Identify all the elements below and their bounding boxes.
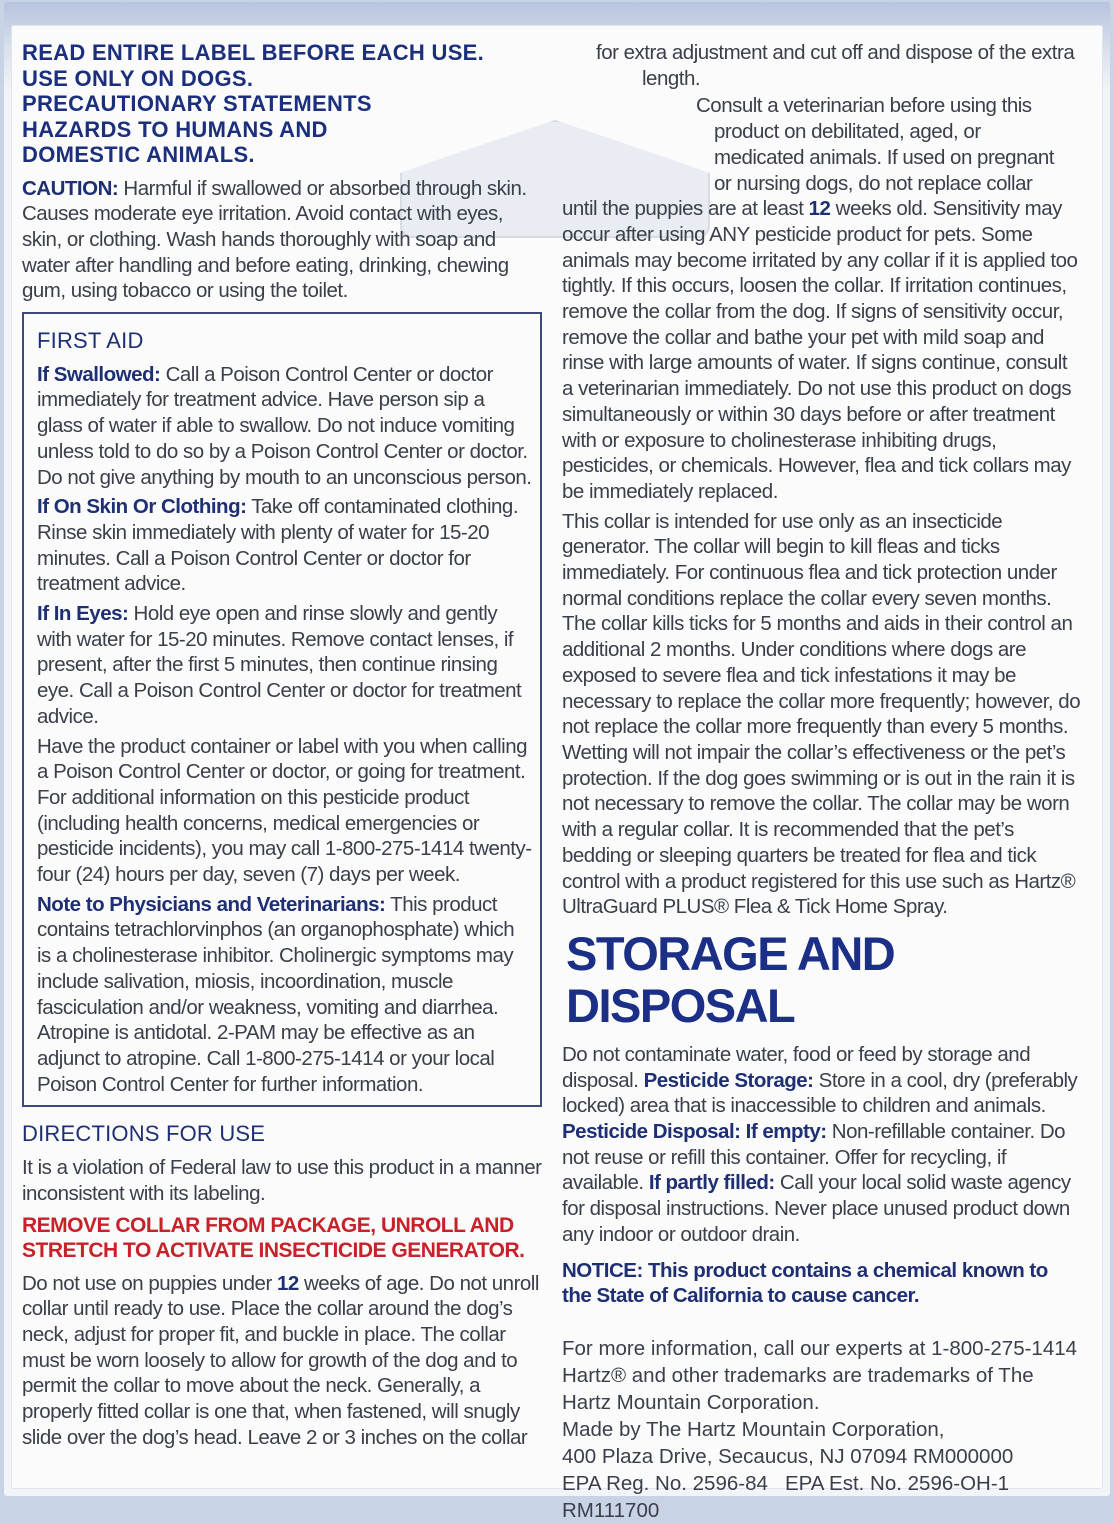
puppies-instructions — [22, 1271, 542, 1451]
if-on-skin-label: If On Skin Or Clothing: — [37, 495, 247, 519]
puppies-text-pre: Do not use on puppies under — [22, 1271, 277, 1295]
continued-line: length. — [642, 66, 701, 90]
first-aid-box — [22, 312, 542, 1107]
vet-line: or nursing dogs, do not replace collar — [714, 171, 1033, 195]
if-in-eyes-text: Hold eye open and rinse slowly and gently with water for 15-20 minutes. Remove contact lenses, if present, after the first 5 minutes, then continue rinsing eye. Call a Poison Control Center or doctor for treatment advice. — [37, 602, 522, 728]
activate-instruction: REMOVE COLLAR FROM PACKAGE, UNROLL AND STRETCH TO ACTIVATE INSECTICIDE GENERATOR. — [22, 1213, 525, 1262]
sensitivity-text-post: weeks old. Sensitivity may occur after using ANY pesticide product for pets. Some animals may become irritated by any collar if it is applied too tightly. If this occurs, loosen the collar. If irritation continues, remove the collar from the dog. If signs of sensitivity occur, remove the collar and bathe your pet with mild soap and rinse with large amounts of water. If signs continue, consult a veterinarian immediately. Do not use this product on dogs simultaneously or within 30 days before or after treatment with or exposure to cholinesterase inhibiting drugs, pesticides, or chemicals. However, flea and tick collars may be immediately replaced. — [562, 197, 1078, 503]
california-notice: NOTICE: This product contains a chemical known to the State of California to cause cancer. — [562, 1258, 1048, 1308]
warning-line: READ ENTIRE LABEL BEFORE EACH USE. — [22, 40, 485, 65]
warning-line: HAZARDS TO HUMANS AND — [22, 116, 328, 142]
puppies-text-post: weeks of age. Do not unroll collar until ready to use. Place the collar around the dog’s neck, adjust for proper fit, and buckle in place. The collar must be worn loosely to allow for growth of the dog and to permit the collar to move about the neck. Generally, a properly fitted collar is one that, when fastened, will snugly slide over the dog’s head. Leave 2 or 3 inches on the collar — [22, 1271, 539, 1449]
sensitivity-text — [562, 196, 1082, 504]
warning-line: DOMESTIC ANIMALS. — [22, 142, 255, 167]
vet-line: product on debilitated, aged, or — [714, 120, 981, 144]
caution-text: Harmful if swallowed or absorbed through skin. Causes moderate eye irritation. Avoid contact with eyes, skin, or clothing. Wash hands thoroughly with soap and water after handling and before eating, drinking, chewing gum, using tobacco or using the toilet. — [22, 176, 527, 303]
footer-code: RM111700 — [562, 1498, 660, 1522]
disposal-text: Non-refillable container. Do not reuse or refill this container. Offer for recycling, if available. — [562, 1120, 1066, 1195]
disposal-label: Pesticide Disposal: If empty: — [562, 1120, 827, 1144]
footer-trademark: Hartz® and other trademarks are trademarks of The Hartz Mountain Corporation. — [562, 1363, 1034, 1414]
warning-line: PRECAUTIONARY STATEMENTS — [22, 91, 372, 116]
continued-line: for extra adjustment and cut off and dispose of the extra — [596, 41, 1075, 64]
footer-address: 400 Plaza Drive, Secaucus, NJ 07094 RM000000 — [562, 1444, 1014, 1468]
footer — [562, 1335, 1082, 1524]
right-column — [562, 40, 1082, 1524]
footer-made-by: Made by The Hartz Mountain Corporation, — [562, 1417, 945, 1441]
vet-line: Consult a veterinarian before using this — [696, 94, 1032, 118]
first-aid-title: FIRST AID — [37, 328, 144, 354]
caution-label: CAUTION: — [22, 176, 119, 200]
if-on-skin — [37, 494, 532, 597]
footer-epa: EPA Reg. No. 2596-84 EPA Est. No. 2596-OH-1 — [562, 1471, 1010, 1495]
storage-disposal-text — [562, 1042, 1082, 1248]
warning-line: USE ONLY ON DOGS. — [22, 65, 254, 91]
generator-text: This collar is intended for use only as an insecticide generator. The collar will begin to kill fleas and ticks immediately. For continuous flea and tick protection under normal conditions replace the collar every seven months. The collar kills ticks for 5 months and aids in their control an additional 2 months. Under conditions where dogs are exposed to severe flea and tick infestations it may be necessary to replace the collar more frequently; however, do not replace the collar more frequently than every 5 months. Wetting will not impair the collar’s effectiveness or the pet’s protection. If the dog goes swimming or is out in the rain it is not necessary to remove the collar. The collar may be worn with a regular collar. It is recommended that the pet’s bedding or sleeping quarters be treated for flea and tick control with a product registered for this use such as Hartz® UltraGuard PLUS® Flea & Tick Home Spray. — [562, 509, 1081, 919]
if-in-eyes-label: If In Eyes: — [37, 602, 129, 626]
footer-info: For more information, call our experts at 1-800-275-1414 — [562, 1336, 1078, 1360]
if-swallowed-label: If Swallowed: — [37, 362, 161, 386]
partly-filled-label: If partly filled: — [648, 1171, 775, 1195]
continued-text — [562, 40, 1082, 91]
directions-title: DIRECTIONS FOR USE — [22, 1121, 266, 1147]
container-advice: Have the product container or label with you when calling a Poison Control Center or doctor, or going for treatment. For additional information on this pesticide product (including health concerns, medical emergencies or pesticide incidents), you may call 1-800-275-1414 twenty-four (24) hours per day, seven (7) days per week. — [37, 734, 532, 887]
if-in-eyes — [37, 601, 532, 730]
if-on-skin-text: Take off contaminated clothing. Rinse skin immediately with plenty of water for 15-20 minutes. Call a Poison Control Center or doctor for treatment advice. — [37, 495, 519, 596]
physicians-note-text: This product contains tetrachlorvinphos (an organophosphate) which is a cholinesterase inhibitor. Cholinergic symptoms may include salivation, miosis, incoordination, muscle fasciculation and/or weakness, vomiting and diarrhea. Atropine is antidotal. 2-PAM may be effective as an adjunct to atropine. Call 1-800-275-1414 or your local Poison Control Center for further information. — [37, 892, 515, 1096]
vet-line: medicated animals. If used on pregnant — [714, 145, 1054, 169]
storage-intro: Do not contaminate water, food or feed by storage and disposal. — [562, 1042, 1031, 1092]
vet-consult — [562, 93, 1082, 504]
storage-label: Pesticide Storage: — [643, 1068, 814, 1092]
if-swallowed — [37, 362, 532, 491]
storage-title: STORAGE AND DISPOSAL — [566, 926, 895, 1032]
sensitivity-text-pre: until the puppies are at least — [562, 197, 809, 221]
warning-header — [22, 40, 542, 168]
physicians-note — [37, 892, 532, 1098]
storage-text: Store in a cool, dry (preferably locked) area that is inaccessible to children and animals. — [562, 1068, 1078, 1118]
if-swallowed-text: Call a Poison Control Center or doctor immediately for treatment advice. Have person sip a glass of water if able to swallow. Do not induce vomiting unless told to do so by a Poison Control Center or doctor. Do not give anything by mouth to an unconscious person. — [37, 362, 532, 489]
left-column — [22, 40, 542, 1450]
puppies-min-age: 12 — [808, 197, 831, 221]
puppies-age: 12 — [276, 1271, 299, 1295]
violation-text: It is a violation of Federal law to use this product in a manner inconsistent with its labeling. — [22, 1156, 542, 1205]
physicians-note-label: Note to Physicians and Veterinarians: — [37, 892, 386, 916]
partly-filled-text: Call your local solid waste agency for disposal instructions. Never place unused product down any indoor or outdoor drain. — [562, 1171, 1071, 1246]
